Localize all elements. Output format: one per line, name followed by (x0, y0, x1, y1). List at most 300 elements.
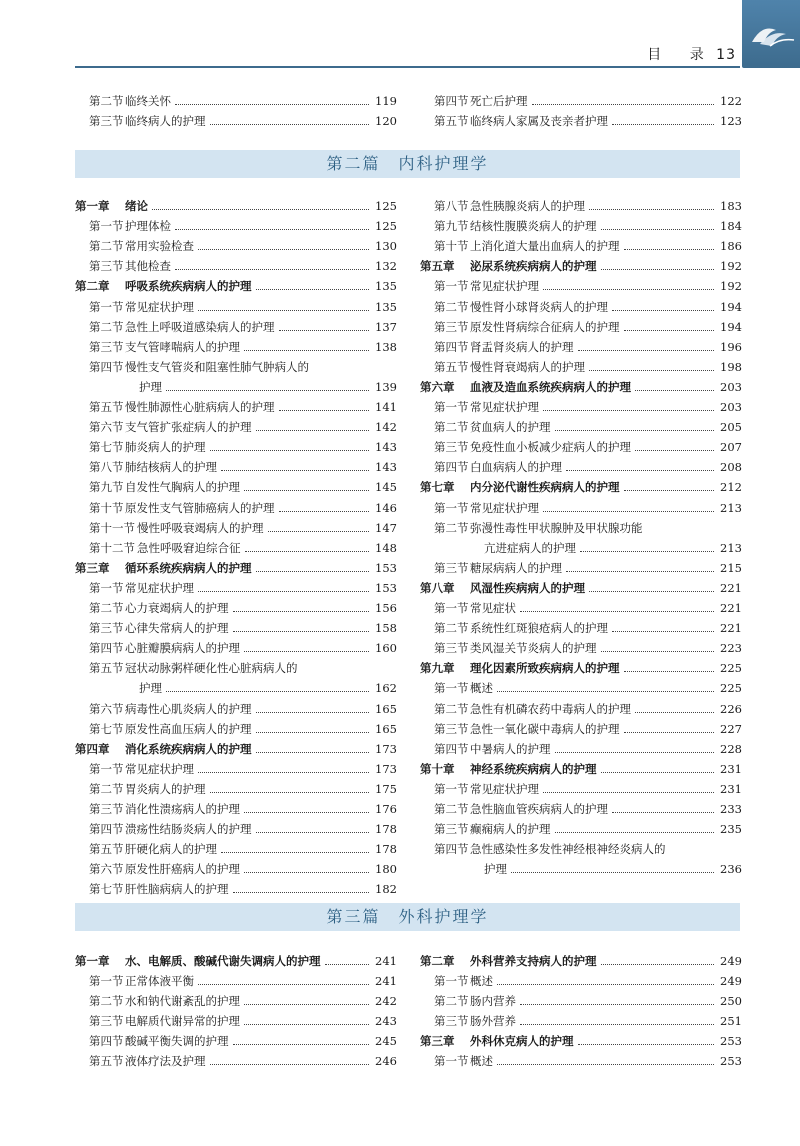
toc-entry-number: 第二节 (434, 621, 469, 636)
toc-section-row[interactable] (75, 780, 397, 798)
toc-leader (175, 217, 369, 230)
toc-chapter-row[interactable] (420, 478, 742, 496)
toc-entry-title: 癫痫病人的护理 (470, 822, 551, 837)
toc-section-row[interactable] (420, 992, 742, 1010)
toc-entry-title: 急性呼吸窘迫综合征 (137, 540, 241, 555)
toc-chapter-row[interactable] (420, 1032, 742, 1050)
toc-section-row[interactable] (420, 700, 742, 718)
toc-entry-page: 225 (720, 681, 742, 696)
toc-leader (302, 659, 370, 672)
toc-entry-title: 急性上呼吸道感染病人的护理 (125, 319, 275, 334)
toc-entry-title: 心力衰竭病人的护理 (125, 601, 229, 615)
toc-entry-title: 慢性肾小球肾炎病人的护理 (470, 299, 608, 314)
toc-section-row[interactable] (75, 318, 397, 336)
toc-leader (166, 378, 369, 391)
toc-section-row[interactable] (420, 720, 742, 738)
toc-section-row[interactable] (75, 298, 397, 316)
toc-entry-number: 第二节 (434, 701, 469, 716)
toc-section-row[interactable] (420, 1052, 742, 1070)
toc-section-row[interactable] (75, 700, 397, 718)
toc-entry-title: 自发性气胸病人的护理 (125, 480, 240, 495)
toc-entry-title: 心律失常病人的护理 (125, 621, 229, 636)
toc-entry-title: 原发性肝癌病人的护理 (125, 862, 240, 877)
toc-entry-title: 死亡后护理 (470, 94, 528, 108)
page-number: 13 (716, 47, 736, 63)
toc-entry-page: 180 (375, 862, 397, 877)
toc-entry-page (373, 358, 397, 376)
toc-section-row[interactable] (420, 418, 742, 436)
toc-entry-title: 神经系统疾病病人的护理 (470, 761, 597, 776)
toc-entry-number: 第二节 (89, 319, 124, 334)
toc-section-row[interactable] (75, 112, 397, 130)
toc-section-row[interactable] (75, 539, 397, 557)
toc-entry-number: 第三节 (434, 440, 469, 455)
toc-leader (601, 952, 715, 965)
toc-leader (152, 197, 369, 210)
toc-entry-page: 212 (720, 480, 742, 495)
toc-chapter-row[interactable] (420, 579, 742, 597)
toc-section-row[interactable] (75, 860, 397, 878)
toc-section-row[interactable] (420, 237, 742, 255)
toc-leader (520, 1012, 714, 1025)
toc-section-row[interactable] (75, 1032, 397, 1050)
toc-section-row[interactable] (75, 880, 397, 898)
toc-entry-page: 205 (720, 420, 742, 435)
toc-entry-number: 第四节 (434, 842, 469, 857)
toc-section-row[interactable] (420, 619, 742, 637)
toc-section-row[interactable] (420, 298, 742, 316)
toc-entry-page: 250 (720, 994, 742, 1008)
toc-entry-number: 第四节 (434, 339, 469, 354)
toc-entry-number: 第三节 (434, 319, 469, 334)
toc-section-row[interactable] (75, 92, 397, 110)
toc-leader (589, 197, 714, 210)
toc-entry-number: 第一节 (434, 279, 469, 294)
toc-leader (543, 277, 714, 290)
toc-entry-title: 上消化道大量出血病人的护理 (470, 239, 620, 254)
toc-entry-title: 护理 (484, 862, 507, 877)
toc-entry-page: 243 (375, 1014, 397, 1028)
toc-entry-page: 138 (375, 339, 397, 354)
toc-entry-number: 第四节 (434, 741, 469, 756)
toc-leader (601, 217, 715, 230)
toc-section-row[interactable] (420, 539, 742, 557)
toc-section-row[interactable] (75, 720, 397, 738)
toc-chapter-row[interactable] (75, 952, 397, 970)
toc-section-row[interactable] (420, 458, 742, 476)
toc-entry-page: 122 (720, 94, 742, 108)
toc-chapter-row[interactable] (75, 277, 397, 295)
toc-section-row[interactable] (420, 780, 742, 798)
toc-entry-page: 225 (720, 661, 742, 676)
toc-entry-page: 145 (375, 480, 397, 495)
toc-entry-page: 207 (720, 440, 742, 455)
toc-section-row[interactable] (420, 318, 742, 336)
toc-leader (256, 559, 370, 572)
toc-section-row[interactable] (75, 619, 397, 637)
toc-entry-title: 常见症状护理 (470, 279, 539, 294)
toc-entry-number: 第一节 (89, 219, 124, 234)
toc-entry-number: 第二章 (420, 954, 455, 968)
toc-entry-number: 第四节 (89, 822, 124, 837)
header-label-2: 录 (689, 47, 705, 63)
toc-entry-title: 常见症状护理 (125, 761, 194, 776)
toc-section-row[interactable] (75, 760, 397, 778)
toc-leader (580, 539, 714, 552)
toc-leader (543, 398, 714, 411)
toc-section-row[interactable] (75, 398, 397, 416)
toc-entry-page: 156 (375, 601, 397, 615)
toc-section-row[interactable] (420, 840, 742, 858)
toc-entry-page: 245 (375, 1034, 397, 1048)
toc-section-row[interactable] (75, 338, 397, 356)
toc-section-row[interactable] (75, 679, 397, 697)
toc-entry-title: 慢性支气管炎和阻塞性肺气肿病人的 (125, 359, 309, 374)
toc-entry-page: 137 (375, 319, 397, 334)
toc-entry-title: 电解质代谢异常的护理 (125, 1014, 240, 1028)
toc-leader (624, 659, 715, 672)
toc-entry-title: 原发性高血压病人的护理 (125, 721, 252, 736)
toc-entry-page: 143 (375, 460, 397, 475)
toc-section-row[interactable] (75, 599, 397, 617)
toc-leader (612, 800, 714, 813)
toc-section-row[interactable] (420, 800, 742, 818)
toc-entry-page: 241 (375, 974, 397, 988)
toc-leader (532, 92, 715, 105)
toc-section-row[interactable] (75, 418, 397, 436)
toc-entry-number: 第四章 (75, 741, 110, 756)
toc-section-row[interactable] (75, 499, 397, 517)
toc-entry-title: 水、电解质、酸碱代谢失调病人的护理 (125, 954, 321, 968)
toc-entry-page: 119 (375, 94, 397, 108)
toc-section-row[interactable] (420, 820, 742, 838)
toc-entry-title: 糖尿病病人的护理 (470, 560, 562, 575)
toc-entry-number: 第五节 (434, 114, 469, 128)
toc-leader (612, 112, 714, 125)
toc-leader (566, 559, 714, 572)
toc-section-row[interactable] (75, 458, 397, 476)
toc-entry-page: 186 (720, 239, 742, 254)
toc-section-row[interactable] (75, 1052, 397, 1070)
toc-leader (244, 860, 369, 873)
toc-entry-number: 第七节 (89, 721, 124, 736)
toc-entry-number: 第五节 (434, 359, 469, 374)
toc-entry-number: 第五节 (89, 400, 124, 414)
toc-entry-title: 肠外营养 (470, 1014, 516, 1028)
toc-leader (256, 820, 370, 833)
toc-entry-title: 胃炎病人的护理 (125, 781, 206, 796)
toc-section-row[interactable] (420, 972, 742, 990)
toc-entry-title: 亢进症病人的护理 (484, 540, 576, 555)
toc-entry-page: 196 (720, 339, 742, 354)
toc-entry-page: 165 (375, 721, 397, 736)
toc-leader (497, 972, 714, 985)
toc-chapter-row[interactable] (420, 378, 742, 396)
toc-leader (647, 519, 715, 532)
toc-leader (256, 277, 370, 290)
toc-section-row[interactable] (420, 860, 742, 878)
toc-entry-title: 溃疡性结肠炎病人的护理 (125, 822, 252, 837)
header-label (641, 44, 736, 64)
toc-entry-number: 第九章 (420, 661, 455, 676)
toc-entry-page: 173 (375, 741, 397, 756)
toc-section-row[interactable] (420, 599, 742, 617)
toc-chapter-row[interactable] (75, 740, 397, 758)
toc-section-row[interactable] (75, 972, 397, 990)
toc-entry-title: 贫血病人的护理 (470, 420, 551, 435)
toc-entry-number: 第七节 (89, 440, 124, 455)
toc-section-row[interactable] (75, 378, 397, 396)
toc-entry-number: 第二节 (434, 802, 469, 816)
toc-entry-title: 外科休克病人的护理 (470, 1034, 574, 1048)
toc-leader (279, 398, 370, 411)
toc-entry-page: 147 (375, 520, 397, 535)
toc-entry-number: 第二章 (75, 279, 110, 294)
toc-leader (198, 298, 369, 311)
toc-entry-page: 231 (720, 761, 742, 776)
toc-section-row[interactable] (75, 217, 397, 235)
toc-leader (670, 840, 715, 853)
toc-entry-title: 消化性溃疡病人的护理 (125, 802, 240, 816)
toc-entry-title: 水和钠代谢紊乱的护理 (125, 994, 240, 1008)
toc-leader (279, 499, 370, 512)
toc-leader (256, 418, 370, 431)
toc-entry-title: 弥漫性毒性甲状腺肿及甲状腺功能 (470, 520, 643, 535)
toc-entry-page: 233 (720, 802, 742, 816)
toc-section-row[interactable] (420, 112, 742, 130)
toc-entry-page: 173 (375, 761, 397, 776)
toc-entry-page: 221 (720, 621, 742, 636)
toc-leader (543, 499, 714, 512)
toc-entry-title: 结核性腹膜炎病人的护理 (470, 219, 597, 234)
toc-leader (233, 1032, 370, 1045)
toc-entry-number: 第十二节 (89, 540, 135, 555)
toc-entry-page: 142 (375, 420, 397, 435)
toc-leader (555, 418, 715, 431)
toc-section-row[interactable] (420, 338, 742, 356)
toc-entry-number: 第一章 (75, 954, 110, 968)
toc-section-row[interactable] (420, 277, 742, 295)
toc-section-row[interactable] (420, 499, 742, 517)
toc-entry-number: 第五节 (89, 1054, 124, 1068)
toc-entry-number: 第三节 (434, 641, 469, 656)
toc-section-row[interactable] (420, 639, 742, 657)
toc-entry-title: 肝性脑病病人的护理 (125, 882, 229, 897)
toc-entry-title: 概述 (470, 681, 493, 696)
toc-entry-number: 第三节 (434, 1014, 469, 1028)
toc-chapter-row[interactable] (420, 659, 742, 677)
toc-entry-title: 循环系统疾病病人的护理 (125, 560, 252, 575)
toc-entry-page: 148 (375, 540, 397, 555)
toc-entry-number: 第一节 (434, 781, 469, 796)
toc-chapter-row[interactable] (420, 760, 742, 778)
toc-leader (624, 720, 715, 733)
toc-entry-title: 中暑病人的护理 (470, 741, 551, 756)
toc-entry-page: 184 (720, 219, 742, 234)
toc-entry-number: 第二节 (434, 520, 469, 535)
toc-chapter-row[interactable] (420, 952, 742, 970)
toc-leader (601, 257, 715, 270)
toc-entry-title: 呼吸系统疾病病人的护理 (125, 279, 252, 294)
toc-leader (279, 318, 370, 331)
toc-section-row[interactable] (420, 398, 742, 416)
toc-entry-number: 第三节 (89, 1014, 124, 1028)
toc-section-row[interactable] (75, 237, 397, 255)
toc-entry-title: 原发性支气管肺癌病人的护理 (125, 500, 275, 515)
toc-leader (635, 438, 714, 451)
toc-leader (198, 237, 369, 250)
toc-leader (635, 700, 714, 713)
toc-leader (601, 760, 715, 773)
toc-section-row[interactable] (75, 257, 397, 275)
toc-leader (198, 579, 369, 592)
toc-entry-page: 192 (720, 279, 742, 294)
toc-entry-number: 第八节 (89, 460, 124, 475)
toc-section-row[interactable] (420, 519, 742, 537)
toc-leader (198, 972, 369, 985)
toc-entry-title: 消化系统疾病病人的护理 (125, 741, 252, 756)
toc-entry-page: 236 (720, 862, 742, 877)
toc-entry-number: 第六节 (89, 862, 124, 877)
toc-section-row[interactable] (75, 992, 397, 1010)
toc-leader (612, 298, 714, 311)
toc-entry-title: 常见症状护理 (125, 580, 194, 595)
toc-section-row[interactable] (420, 740, 742, 758)
toc-entry-title: 病毒性心肌炎病人的护理 (125, 701, 252, 716)
toc-leader (233, 880, 370, 893)
toc-leader (589, 358, 714, 371)
toc-leader (244, 1012, 369, 1025)
toc-entry-title: 常见症状护理 (470, 500, 539, 515)
toc-section-row[interactable] (75, 478, 397, 496)
toc-entry-page: 226 (720, 701, 742, 716)
toc-leader (612, 619, 714, 632)
toc-entry-number: 第九节 (89, 480, 124, 495)
toc-leader (210, 1052, 370, 1065)
toc-section-row[interactable] (75, 820, 397, 838)
toc-leader (268, 519, 370, 532)
toc-section-row[interactable] (420, 438, 742, 456)
toc-leader (244, 639, 369, 652)
toc-entry-title: 常见症状护理 (125, 299, 194, 314)
toc-entry-page: 153 (375, 560, 397, 575)
toc-entry-number: 第十章 (420, 761, 455, 776)
toc-section-row[interactable] (75, 659, 397, 677)
toc-entry-page: 221 (720, 601, 742, 615)
toc-entry-title: 临终病人的护理 (125, 114, 206, 128)
toc-leader (221, 458, 369, 471)
toc-entry-title: 临终病人家属及丧亲者护理 (470, 114, 608, 128)
toc-entry-page: 213 (720, 500, 742, 515)
toc-section-row[interactable] (75, 800, 397, 818)
toc-section-row[interactable] (75, 358, 397, 376)
toc-entry-number: 第三节 (89, 802, 124, 816)
toc-entry-page: 251 (720, 1014, 742, 1028)
toc-entry-number: 第一节 (434, 974, 469, 988)
toc-entry-page: 221 (720, 580, 742, 595)
toc-entry-number: 第三章 (75, 560, 110, 575)
toc-entry-page: 194 (720, 319, 742, 334)
toc-entry-number: 第三节 (89, 114, 124, 128)
toc-entry-page: 182 (375, 882, 397, 897)
toc-chapter-row[interactable] (420, 257, 742, 275)
toc-entry-number: 第八章 (420, 580, 455, 595)
toc-leader (497, 1052, 714, 1065)
toc-entry-page: 183 (720, 199, 742, 213)
toc-entry-number: 第一节 (434, 601, 469, 615)
toc-leader (624, 478, 715, 491)
toc-entry-number: 第三节 (434, 822, 469, 837)
toc-leader (635, 378, 714, 391)
toc-entry-number: 第八节 (434, 199, 469, 213)
toc-entry-page: 215 (720, 560, 742, 575)
toc-chapter-row[interactable] (75, 197, 397, 215)
toc-entry-number: 第一节 (89, 761, 124, 776)
toc-entry-title: 类风湿关节炎病人的护理 (470, 641, 597, 656)
toc-entry-page (718, 840, 742, 858)
toc-entry-page: 178 (375, 822, 397, 837)
toc-entry-page: 143 (375, 440, 397, 455)
toc-leader (555, 820, 715, 833)
toc-entry-number: 第三节 (89, 259, 124, 274)
toc-entry-title: 慢性肺源性心脏病病人的护理 (125, 400, 275, 414)
toc-entry-number: 第三节 (434, 560, 469, 575)
toc-leader (210, 112, 370, 125)
part-3-banner: 第三篇 外科护理学 (75, 903, 740, 931)
toc-section-row[interactable] (75, 1012, 397, 1030)
toc-entry-title: 急性胰腺炎病人的护理 (470, 199, 585, 213)
toc-entry-number: 第五节 (89, 842, 124, 857)
toc-section-row[interactable] (420, 217, 742, 235)
toc-entry-page: 175 (375, 781, 397, 796)
toc-entry-title: 慢性肾衰竭病人的护理 (470, 359, 585, 374)
toc-entry-number: 第一节 (434, 1054, 469, 1068)
toc-section-row[interactable] (420, 679, 742, 697)
toc-entry-number: 第九节 (434, 219, 469, 234)
toc-leader (175, 92, 369, 105)
toc-entry-number: 第一节 (434, 681, 469, 696)
toc-leader (325, 952, 370, 965)
toc-entry-title: 概述 (470, 1054, 493, 1068)
toc-entry-title: 慢性呼吸衰竭病人的护理 (137, 520, 264, 535)
toc-section-row[interactable] (75, 438, 397, 456)
toc-leader (578, 1032, 715, 1045)
toc-entry-page: 132 (375, 259, 397, 274)
toc-section-row[interactable] (75, 840, 397, 858)
toc-entry-page: 130 (375, 239, 397, 254)
toc-chapter-row[interactable] (75, 559, 397, 577)
toc-entry-title: 支气管扩张症病人的护理 (125, 420, 252, 435)
toc-entry-number: 第三节 (89, 339, 124, 354)
toc-entry-title: 常用实验检查 (125, 239, 194, 254)
toc-section-row[interactable] (420, 559, 742, 577)
toc-entry-title: 血液及造血系统疾病病人的护理 (470, 379, 631, 394)
toc-entry-page: 198 (720, 359, 742, 374)
toc-section-row[interactable] (75, 579, 397, 597)
toc-section-row[interactable] (420, 1012, 742, 1030)
toc-section-row[interactable] (420, 197, 742, 215)
toc-entry-title: 泌尿系统疾病病人的护理 (470, 259, 597, 274)
toc-entry-number: 第六节 (89, 701, 124, 716)
toc-section-row[interactable] (75, 639, 397, 657)
toc-entry-page (718, 519, 742, 537)
toc-leader (543, 780, 714, 793)
toc-entry-title: 护理 (139, 681, 162, 696)
toc-section-row[interactable] (420, 92, 742, 110)
toc-section-row[interactable] (75, 519, 397, 537)
toc-leader (233, 619, 370, 632)
toc-section-row[interactable] (420, 358, 742, 376)
